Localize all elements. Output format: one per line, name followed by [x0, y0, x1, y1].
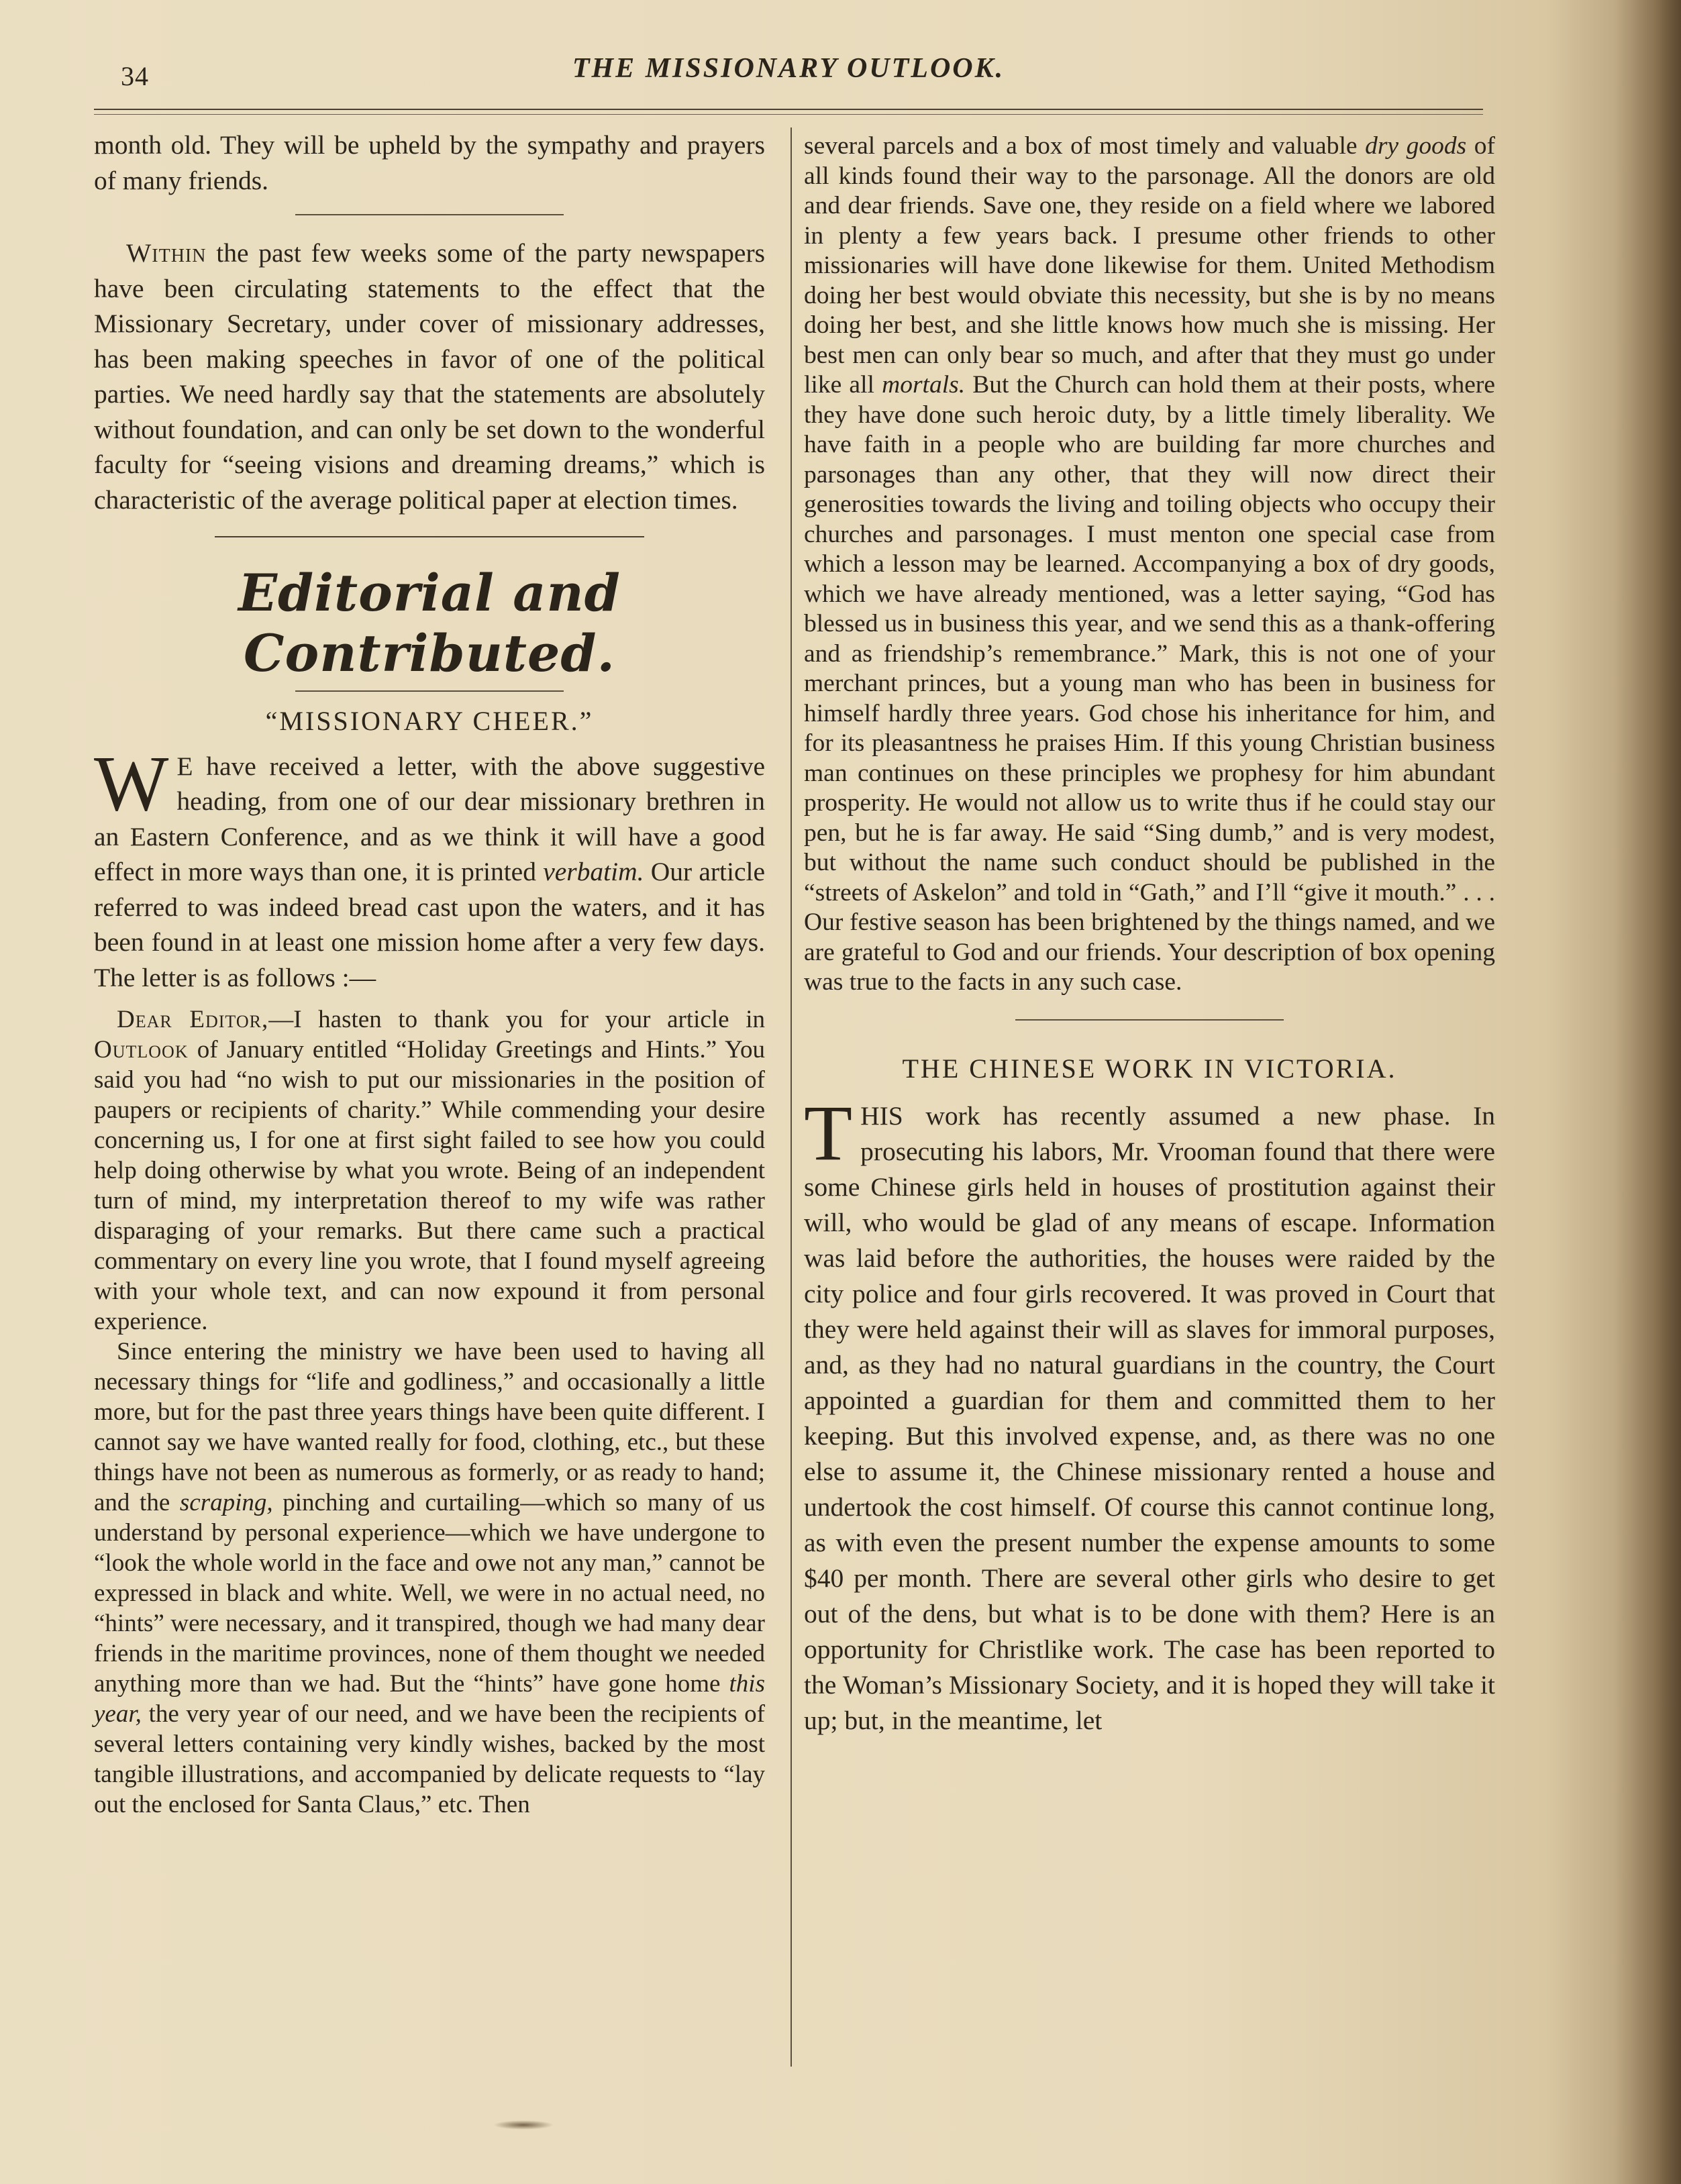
article2-text: work has recently assumed a new phase. In prosecuting his labors, Mr. Vrooman found that there were some Chinese girls held in houses of prostitution against their will, who would be glad of any means of escape. Information was laid before the authorities, the houses were raided by the city police and four girls recovered. It was proved in Court that they were held against their will as slaves for immoral purposes, and, as they had no natural guardians in the country, the Court appointed a guardian for them and committed them to her keeping. But this involved expense, and, as there was no one else to assume it, the Chinese missionary rented a house and undertook the cost himself. Of course this cannot continue long, as with even the present number the expense amounts to some $40 per month. There are several other girls who desire to get out of the dens, but what is to be done with them? Here is an opportunity for Christlike work. The case has been reported to the Woman’s Missionary Society, and it is hoped they will take it up; but, in the meantime, let [804, 1101, 1495, 1735]
notice-paragraph [94, 236, 765, 517]
letter-cont-italic-1: dry goods [1365, 132, 1467, 160]
intro-caps: E [176, 751, 193, 781]
header-rule [94, 109, 1483, 110]
letter-p1-text-b: of January entitled “Holiday Greetings and Hints.” You said you had “no wish to put our missionaries in the position of paupers or recipients of charity.” While commending your desire concerning us, I for one at first sight failed to see how you could help doing otherwise by what you wrote. Being of an independent turn of mind, my interpretation thereof to my wife was rather disparaging of your remarks. But there came such a practical commentary on every line you wrote, that I found myself agreeing with your whole text, and can now expound it from personal experience. [94, 1036, 765, 1335]
notice-text: the past few weeks some of the party newspapers have been circulating statements to the effect that the Missionary Secretary, under cover of missionary addresses, has been making speeches in favor of one of the political parties. We need hardly say that the statements are absolutely without foundation, and can only be set down to the wonderful faculty for “seeing visions and dreaming dreams,” which is characteristic of the average political paper at election times. [94, 238, 765, 515]
separator-rule [295, 214, 564, 215]
letter-salutation: Dear Editor, [117, 1006, 269, 1033]
running-title: THE MISSIONARY OUTLOOK. [572, 53, 1005, 84]
letter-cont-text-c: But the Church can hold them at their posts, where they have done such heroic duty, by a little timely liberality. We have faith in a people who are building far more churches and parsonages than any other, that they will now direct their generosities towards the living and toiling objects who occupy their churches and parsonages. I must menton one special case from which a lesson may be learned. Accompanying a box of dry goods, which we have already mentioned, was a letter saying, “God has blessed us in business this year, and we send this as a thank-offering and as friendship’s remembrance.” Mark, this is not one of your merchant princes, but a young man who has been in business for himself hardly three years. God chose his inheritance for him, and for its pleasantness he praises Him. If this young Christian business man continues on these principles we prophesy for him abundant prosperity. He would not allow us to write thus if he could stay our pen, but he is far away. He said “Sing dumb,” and is very modest, but without the name such conduct should be published in the “streets of Askelon” and told in “Gath,” and I’ll “give it mouth.” . . . Our festive season has been brightened by the things named, and we are grateful to God and our friends. Your description of box opening was true to the facts in any such case. [804, 371, 1495, 996]
letter-cont-text-a: several parcels and a box of most timely and valuable [804, 132, 1366, 160]
letter-continuation-paragraph [804, 132, 1495, 998]
letter-p2-text-a: Since entering the ministry we have been used to having all necessary things for “life and godliness,” and occasionally a little more, but for the past three years things have been quite different. I cannot say we have wanted really for food, clothing, etc., but these things have not been as numerous as formerly, or as ready to hand; and the [94, 1338, 765, 1516]
header-rule-secondary [94, 114, 1483, 115]
intro-italic: verbatim. [543, 857, 644, 886]
page-number: 34 [121, 61, 149, 91]
carryover-paragraph: month old. They will be upheld by the sympathy and prayers of many friends. [94, 130, 765, 195]
left-column [94, 127, 765, 1820]
article2-title: THE CHINESE WORK IN VICTORIA. [902, 1053, 1397, 1084]
letter-p2-text-b: pinching and curtailing—which so many of us understand by personal experience—which we have undergone to “look the whole world in the face and owe not any man,” cannot be expressed in black and white. Well, we were in no actual need, no “hints” were necessary, and it transpired, though we had many dear friends in the maritime provinces, none of them thought we needed anything more than we had. But the “hints” have gone home [94, 1489, 765, 1698]
letter-paragraph-1 [94, 1004, 765, 1337]
letter-cont-italic-2: mortals. [882, 371, 966, 399]
article2-caps: HIS [860, 1101, 903, 1131]
letter-cont-text-b: of all kinds found their way to the parsonage. All the donors are old and dear friends. Save one, they reside on a field where we labored in plenty a few years back. I presume other friends to other missionaries will have done likewise for them. United Methodism doing her best would obviate this necessity, but she is by no means doing her best, and she little knows how much she is missing. Her best men can only bear so much, and after that they must go under like all [804, 132, 1495, 399]
intro-paragraph [94, 739, 765, 996]
letter-p1-outlook: Outlook [94, 1036, 189, 1063]
notice-lead-word: Within [126, 238, 207, 268]
article-title: “MISSIONARY CHEER.” [265, 706, 594, 736]
right-column [804, 132, 1495, 1738]
intro-text-2: Our article referred to was indeed bread cast upon the waters, and it has been found in at least one mission home after a very few days. The letter is as follows :— [94, 857, 765, 992]
article-separator-rule [1015, 1019, 1284, 1021]
page-header [94, 47, 1483, 121]
letter-body [94, 1004, 765, 1820]
section-heading: Editorial and Contributed. [238, 563, 621, 683]
article2-paragraph [804, 1089, 1495, 1738]
drop-cap-2: T [804, 1089, 853, 1177]
letter-p2-text-c: the very year of our need, and we have been the recipients of several letters containing very kindly wishes, backed by the most tangible illustrations, and accompanied by delicate requests to “lay out the enclosed for Santa Claus,” etc. Then [94, 1700, 765, 1818]
section-rule [215, 536, 644, 537]
intro-text-1: have received a letter, with the above suggestive heading, from one of our dear missionary brethren in an Eastern Conference, and as we think it will have a good effect in more ways than one, it is printed [94, 751, 765, 886]
drop-cap: W [94, 739, 169, 827]
letter-continuation [804, 132, 1495, 998]
column-divider [791, 127, 792, 2067]
heading-rule [295, 690, 564, 692]
letter-p1-text-a: —I hasten to thank you for your article in [268, 1006, 765, 1033]
letter-paragraph-2 [94, 1337, 765, 1820]
letter-p2-italic-1: scraping, [179, 1489, 273, 1516]
letter-p2-italic-2: this year, [94, 1670, 765, 1728]
ink-smudge [493, 2120, 554, 2130]
book-spine-shadow [1614, 0, 1681, 2184]
